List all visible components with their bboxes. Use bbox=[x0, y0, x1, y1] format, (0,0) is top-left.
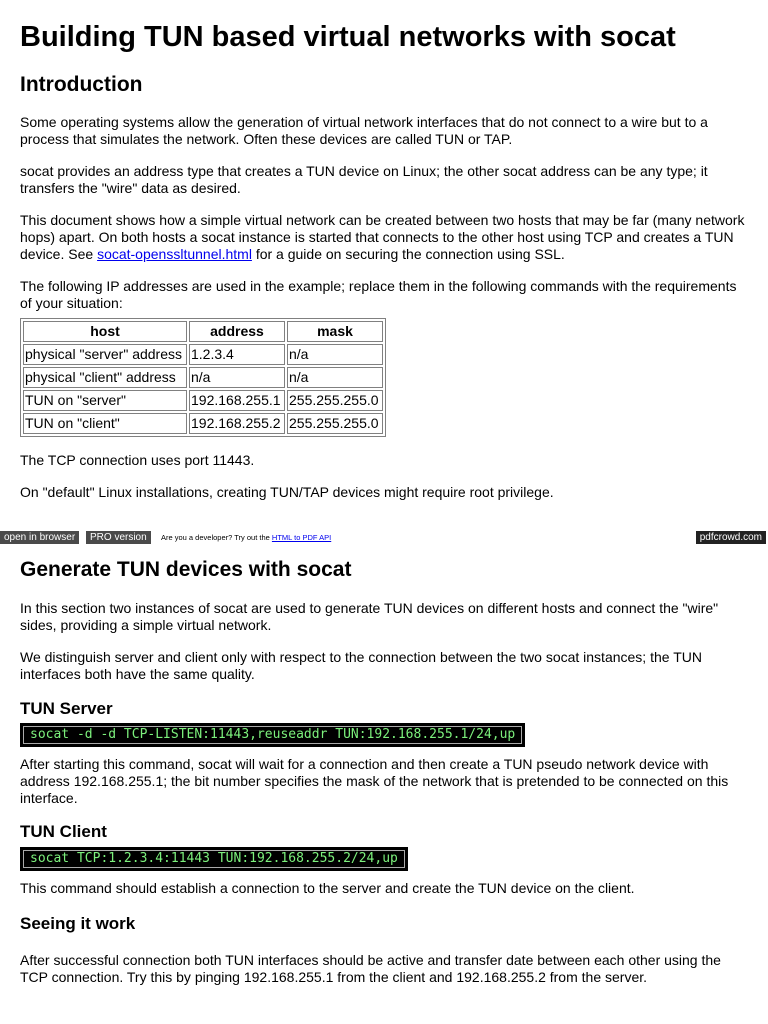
page-top-section bbox=[20, 20, 750, 501]
generate-paragraph-2: We distinguish server and client only with respect to the connection between the two socat instances; the TUN interfaces both have the same quality. bbox=[20, 649, 702, 682]
tcp-port-paragraph: The TCP connection uses port 11443. bbox=[20, 452, 255, 468]
table-header-host: host bbox=[23, 321, 187, 342]
table-cell: TUN on "server" bbox=[23, 390, 187, 411]
tun-server-heading: TUN Server bbox=[20, 699, 113, 718]
client-description: This command should establish a connection to the server and create the TUN device on the client. bbox=[20, 880, 635, 896]
intro-paragraph-3-end: for a guide on securing the connection using SSL. bbox=[251, 246, 565, 262]
table-cell: 192.168.255.1 bbox=[189, 390, 285, 411]
intro-paragraph-4: The following IP addresses are used in the example; replace them in the following commands with the requirements of your situation: bbox=[20, 278, 737, 311]
table-header-row bbox=[23, 321, 383, 342]
table-cell: n/a bbox=[287, 367, 383, 388]
table-cell: 192.168.255.2 bbox=[189, 413, 285, 434]
table-cell: 255.255.255.0 bbox=[287, 413, 383, 434]
table-cell: n/a bbox=[287, 344, 383, 365]
table-cell: 1.2.3.4 bbox=[189, 344, 285, 365]
ip-address-table bbox=[20, 318, 386, 437]
server-command-block: socat -d -d TCP-LISTEN:11443,reuseaddr TUN:192.168.255.1/24,up bbox=[20, 723, 525, 747]
tun-client-heading: TUN Client bbox=[20, 822, 107, 841]
pro-version-button[interactable]: PRO version bbox=[86, 531, 151, 544]
generate-tun-heading: Generate TUN devices with socat bbox=[20, 558, 352, 581]
table-cell: physical "server" address bbox=[23, 344, 187, 365]
server-command-wrapper bbox=[20, 723, 750, 747]
table-header-mask: mask bbox=[287, 321, 383, 342]
intro-paragraph-3 bbox=[20, 212, 750, 263]
introduction-heading: Introduction bbox=[20, 73, 143, 96]
developer-promo-text: Are you a developer? Try out the bbox=[161, 533, 272, 542]
table-cell: physical "client" address bbox=[23, 367, 187, 388]
generate-paragraph-1: In this section two instances of socat are used to generate TUN devices on different hosts and connect the "wire" sides, providing a simple virtual network. bbox=[20, 600, 719, 633]
table-cell: 255.255.255.0 bbox=[287, 390, 383, 411]
root-privilege-paragraph: On "default" Linux installations, creating TUN/TAP devices might require root privilege. bbox=[20, 484, 554, 500]
openssltunnel-link[interactable]: socat-openssltunnel.html bbox=[97, 246, 252, 262]
table-row bbox=[23, 344, 383, 365]
table-header-address: address bbox=[189, 321, 285, 342]
open-in-browser-button[interactable]: open in browser bbox=[0, 531, 79, 544]
seeing-it-work-description: After successful connection both TUN interfaces should be active and transfer date between each other using the TCP connection. Try this by pinging 192.168.255.1 from the client and 192.168.255.2 from the server. bbox=[20, 952, 721, 985]
server-description: After starting this command, socat will wait for a connection and then create a TUN pseudo network device with address 192.168.255.1; the bit number specifies the mask of the network that is pretended to be connected on this interface. bbox=[20, 756, 729, 806]
intro-paragraph-1: Some operating systems allow the generation of virtual network interfaces that do not connect to a wire but to a process that simulates the network. Often these devices are called TUN or TAP. bbox=[20, 114, 708, 147]
intro-paragraph-3-start: This document shows how a simple virtual network can be created between two hosts that may be far (many network hops) apart. On both hosts a socat instance is started that connects to the other host using TCP and creates a TUN device. See bbox=[20, 212, 745, 262]
page-title: Building TUN based virtual networks with socat bbox=[20, 21, 676, 53]
client-command-block: socat TCP:1.2.3.4:11443 TUN:192.168.255.2/24,up bbox=[20, 847, 408, 871]
table-row bbox=[23, 413, 383, 434]
table-cell: TUN on "client" bbox=[23, 413, 187, 434]
client-command-wrapper bbox=[20, 847, 750, 871]
html-to-pdf-api-link[interactable]: HTML to PDF API bbox=[271, 533, 332, 542]
intro-paragraph-2: socat provides an address type that creates a TUN device on Linux; the other socat address can be any type; it transfers the "wire" data as desired. bbox=[20, 163, 708, 196]
seeing-it-work-heading: Seeing it work bbox=[20, 914, 136, 933]
page-bottom-section bbox=[20, 557, 750, 986]
pdfcrowd-footer-bar bbox=[0, 530, 768, 545]
developer-promo bbox=[161, 532, 331, 543]
table-row bbox=[23, 367, 383, 388]
table-row bbox=[23, 390, 383, 411]
pdfcrowd-brand-link[interactable]: pdfcrowd.com bbox=[696, 531, 766, 544]
table-cell: n/a bbox=[189, 367, 285, 388]
